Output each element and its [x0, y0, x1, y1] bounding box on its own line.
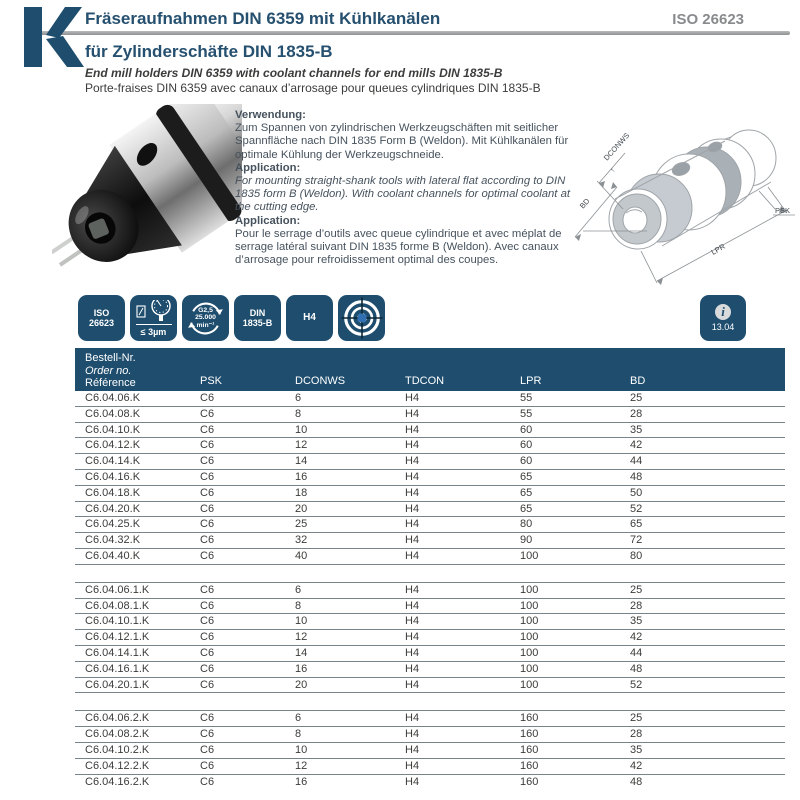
table-cell: 65: [520, 470, 533, 483]
table-cell: 100: [520, 615, 539, 628]
table-cell: C6.04.06.1.K: [85, 583, 150, 596]
table-cell: H4: [405, 712, 420, 725]
table-cell: 28: [630, 599, 643, 612]
table-cell: 160: [520, 712, 539, 725]
badge-text: 1835-B: [242, 318, 273, 328]
table-row: [75, 775, 785, 791]
version-number: 13.04: [711, 322, 735, 332]
table-cell: 90: [520, 534, 533, 547]
table-cell: 55: [520, 407, 533, 420]
subtitle-french: Porte-fraises DIN 6359 avec canaux d’arrosage pour queues cylindriques DIN 1835-B: [85, 81, 541, 95]
table-cell: H4: [405, 678, 420, 691]
header-line-en: Order no.: [85, 364, 132, 377]
table-cell: 160: [520, 759, 539, 772]
table-cell: 8: [295, 728, 302, 741]
table-cell: 16: [295, 662, 308, 675]
table-cell: C6.04.12.2.K: [85, 759, 150, 772]
table-cell: 65: [630, 518, 643, 531]
table-cell: C6.04.12.1.K: [85, 631, 150, 644]
table-cell: C6: [200, 549, 215, 562]
table-cell: H4: [405, 615, 420, 628]
balance-unit: min⁻¹: [196, 321, 215, 329]
table-row: [75, 678, 785, 694]
header-line-fr: Référence: [85, 377, 136, 389]
table-cell: C6.04.16.K: [85, 470, 141, 483]
din-standard-badge: [234, 295, 281, 341]
brand-logo-k-icon: [10, 2, 88, 70]
standard-label: ISO 26623: [672, 11, 744, 28]
table-cell: C6.04.08.1.K: [85, 599, 150, 612]
table-cell: H4: [405, 583, 420, 596]
table-cell: H4: [405, 631, 420, 644]
table-cell: C6.04.18.K: [85, 486, 141, 499]
order-number-column-header: [85, 348, 200, 391]
table-cell: 16: [295, 775, 308, 788]
table-cell: C6.04.20.K: [85, 502, 141, 515]
table-cell: 20: [295, 502, 308, 515]
table-cell: 72: [630, 534, 643, 547]
column-header-dconws: DCONWS: [295, 375, 346, 387]
table-row: [75, 646, 785, 662]
table-body: [75, 391, 785, 790]
table-cell: C6: [200, 646, 215, 659]
table-cell: 100: [520, 646, 539, 659]
table-cell: 6: [295, 392, 302, 404]
table-cell: C6.04.10.K: [85, 423, 141, 436]
table-header: [75, 348, 785, 391]
feature-badges-row: [78, 295, 385, 341]
table-cell: 100: [520, 583, 539, 596]
table-cell: C6.04.08.K: [85, 407, 141, 420]
table-cell: C6: [200, 502, 215, 515]
application-fr-label: Application:: [235, 214, 301, 227]
table-cell: 52: [630, 678, 643, 691]
product-table: [75, 348, 785, 790]
table-row: [75, 423, 785, 439]
table-cell: H4: [405, 455, 420, 468]
crosshair-target-icon: [341, 297, 383, 339]
table-cell: 14: [295, 646, 308, 659]
drawing-label-dconws: DCONWS: [601, 130, 632, 163]
table-cell: C6: [200, 455, 215, 468]
table-cell: H4: [405, 407, 420, 420]
table-cell: 48: [630, 662, 643, 675]
table-cell: 55: [520, 392, 533, 404]
table-cell: 160: [520, 743, 539, 756]
drawing-arrow-glyph: ↑: [607, 165, 617, 175]
column-header-tdcon: TDCON: [405, 375, 445, 387]
table-cell: 44: [630, 646, 643, 659]
table-cell: 12: [295, 759, 308, 772]
table-cell: 6: [295, 583, 302, 596]
balance-rpm: 25.000: [195, 314, 216, 322]
table-cell: 8: [295, 407, 302, 420]
table-cell: 8: [295, 599, 302, 612]
table-cell: C6: [200, 583, 215, 596]
table-cell: C6.04.16.2.K: [85, 775, 150, 788]
table-cell: 50: [630, 486, 643, 499]
badge-divider: [136, 324, 172, 325]
header-divider-line: [26, 31, 790, 35]
table-cell: 48: [630, 775, 643, 788]
table-cell: 44: [630, 455, 643, 468]
table-cell: 48: [630, 470, 643, 483]
table-cell: C6.04.14.K: [85, 455, 141, 468]
runout-badge: [130, 295, 177, 341]
table-cell: 18: [295, 486, 308, 499]
table-cell: 20: [295, 678, 308, 691]
table-cell: H4: [405, 534, 420, 547]
table-cell: H4: [405, 646, 420, 659]
table-cell: 28: [630, 728, 643, 741]
table-cell: 160: [520, 728, 539, 741]
badge-text: 26623: [88, 318, 115, 328]
table-cell: 35: [630, 615, 643, 628]
badge-text: DIN: [249, 307, 266, 318]
table-row: [75, 486, 785, 502]
badge-text: ISO: [93, 307, 110, 318]
table-cell: C6.04.40.K: [85, 549, 141, 562]
table-cell: 80: [520, 518, 533, 531]
table-cell: C6: [200, 599, 215, 612]
info-version-badge: [700, 295, 746, 341]
table-cell: H4: [405, 662, 420, 675]
balance-grade-badge: [182, 295, 229, 341]
table-row: [75, 502, 785, 518]
table-cell: 35: [630, 423, 643, 436]
page-title: Fräseraufnahmen DIN 6359 mit Kühlkanälen: [85, 9, 441, 28]
table-cell: H4: [405, 439, 420, 452]
table-cell: C6: [200, 534, 215, 547]
table-cell: C6.04.06.2.K: [85, 712, 150, 725]
verwendung-label: Verwendung:: [235, 109, 306, 121]
table-cell: C6.04.06.K: [85, 392, 141, 404]
table-cell: 25: [295, 518, 308, 531]
table-cell: 40: [295, 549, 308, 562]
table-row: [75, 759, 785, 775]
table-row: [75, 743, 785, 759]
subtitle-english: End mill holders DIN 6359 with coolant channels for end mills DIN 1835-B: [85, 66, 503, 80]
table-group-3: [75, 710, 785, 790]
table-cell: H4: [405, 775, 420, 788]
header-line-de: Bestell-Nr.: [85, 352, 136, 364]
table-cell: 28: [630, 407, 643, 420]
dial-gauge-icon: [134, 300, 174, 322]
table-cell: C6.04.20.1.K: [85, 678, 150, 691]
table-cell: 35: [630, 743, 643, 756]
table-cell: C6: [200, 392, 215, 404]
table-cell: C6: [200, 407, 215, 420]
table-cell: C6: [200, 775, 215, 788]
table-cell: 10: [295, 423, 308, 436]
table-cell: H4: [405, 743, 420, 756]
table-cell: 42: [630, 439, 643, 452]
drawing-label-bd: BD: [577, 196, 592, 211]
table-row: [75, 517, 785, 533]
table-cell: C6: [200, 423, 215, 436]
table-cell: H4: [405, 502, 420, 515]
table-cell: C6.04.25.K: [85, 518, 141, 531]
coolant-badge: [338, 295, 385, 341]
table-cell: H4: [405, 518, 420, 531]
table-cell: 42: [630, 759, 643, 772]
table-cell: 10: [295, 743, 308, 756]
page-subtitle: für Zylinderschäfte DIN 1835-B: [85, 42, 333, 61]
table-row: [75, 438, 785, 454]
table-cell: C6: [200, 728, 215, 741]
table-cell: H4: [405, 549, 420, 562]
table-cell: 100: [520, 631, 539, 644]
table-cell: H4: [405, 759, 420, 772]
table-cell: H4: [405, 599, 420, 612]
badge-text: H4: [303, 311, 316, 323]
table-cell: 160: [520, 775, 539, 788]
table-cell: 100: [520, 599, 539, 612]
table-cell: 60: [520, 439, 533, 452]
table-cell: C6: [200, 631, 215, 644]
table-cell: 65: [520, 486, 533, 499]
application-fr-text: Pour le serrage d’outils avec queue cylindrique et avec méplat de serrage latéral suivant DIN 1835 forme B (Weldon). Avec canaux d’arrosage pour refroidissement optimal des coupes.: [235, 227, 562, 267]
table-cell: C6.04.10.2.K: [85, 743, 150, 756]
column-header-bd: BD: [630, 375, 646, 387]
table-cell: C6.04.10.1.K: [85, 615, 150, 628]
table-group-2: [75, 582, 785, 694]
table-cell: C6: [200, 470, 215, 483]
table-cell: 100: [520, 549, 539, 562]
table-cell: 60: [520, 423, 533, 436]
table-cell: H4: [405, 423, 420, 436]
runout-value: ≤ 3µm: [140, 326, 167, 337]
table-cell: 10: [295, 615, 308, 628]
drawing-label-psk: PSK: [775, 206, 791, 215]
application-en-text: For mounting straight-shank tools with lateral flat according to DIN 1835 form B (Weldon). With coolant channels for optimal coolant at the cutting edge.: [235, 175, 571, 214]
table-cell: 25: [630, 392, 643, 404]
product-photo: [52, 104, 242, 290]
table-cell: 32: [295, 534, 308, 547]
iso-standard-badge: [78, 295, 125, 341]
table-row: [75, 662, 785, 678]
table-cell: 65: [520, 502, 533, 515]
table-cell: 80: [630, 549, 643, 562]
table-row: [75, 407, 785, 423]
table-row: [75, 630, 785, 646]
table-cell: 16: [295, 470, 308, 483]
table-cell: 25: [630, 583, 643, 596]
table-cell: C6: [200, 486, 215, 499]
table-cell: H4: [405, 486, 420, 499]
table-row: [75, 470, 785, 486]
table-cell: C6: [200, 712, 215, 725]
table-cell: 100: [520, 678, 539, 691]
description-block: [235, 109, 573, 267]
column-header-lpr: LPR: [520, 375, 542, 387]
table-cell: C6: [200, 759, 215, 772]
table-cell: 12: [295, 631, 308, 644]
table-row: [75, 533, 785, 549]
table-cell: C6: [200, 678, 215, 691]
table-row: [75, 391, 785, 407]
table-cell: C6: [200, 743, 215, 756]
table-cell: 25: [630, 712, 643, 725]
table-cell: C6.04.14.1.K: [85, 646, 150, 659]
table-cell: C6: [200, 439, 215, 452]
table-cell: C6: [200, 662, 215, 675]
drawing-label-lpr: LPR: [709, 241, 727, 257]
table-cell: 60: [520, 455, 533, 468]
table-row: [75, 599, 785, 615]
table-cell: H4: [405, 470, 420, 483]
table-cell: C6.04.16.1.K: [85, 662, 150, 675]
table-cell: H4: [405, 392, 420, 404]
technical-drawing: [563, 103, 800, 299]
table-cell: H4: [405, 728, 420, 741]
tolerance-badge: [286, 295, 333, 341]
table-group-1: [75, 391, 785, 565]
balance-grade: G2,5: [198, 306, 213, 314]
table-cell: 12: [295, 439, 308, 452]
table-row: [75, 454, 785, 470]
table-row: [75, 711, 785, 727]
table-cell: C6: [200, 615, 215, 628]
table-cell: C6: [200, 518, 215, 531]
table-cell: 6: [295, 712, 302, 725]
info-icon: i: [715, 304, 731, 320]
table-cell: 42: [630, 631, 643, 644]
table-cell: 14: [295, 455, 308, 468]
table-cell: C6.04.08.2.K: [85, 728, 150, 741]
verwendung-text: Zum Spannen von zylindrischen Werkzeugschäften mit seitlicher Spannfläche nach DIN 1835 Form B (Weldon). Mit Kühlkanälen für optimale Kühlung der Werkzeugschneide.: [235, 122, 569, 161]
table-cell: C6.04.32.K: [85, 534, 141, 547]
table-row: [75, 727, 785, 743]
application-en-label: Application:: [235, 161, 301, 174]
table-row: [75, 614, 785, 630]
column-header-psk: PSK: [200, 375, 223, 387]
table-row: [75, 549, 785, 565]
table-cell: 52: [630, 502, 643, 515]
table-row: [75, 583, 785, 599]
table-cell: C6.04.12.K: [85, 439, 141, 452]
table-cell: 100: [520, 662, 539, 675]
